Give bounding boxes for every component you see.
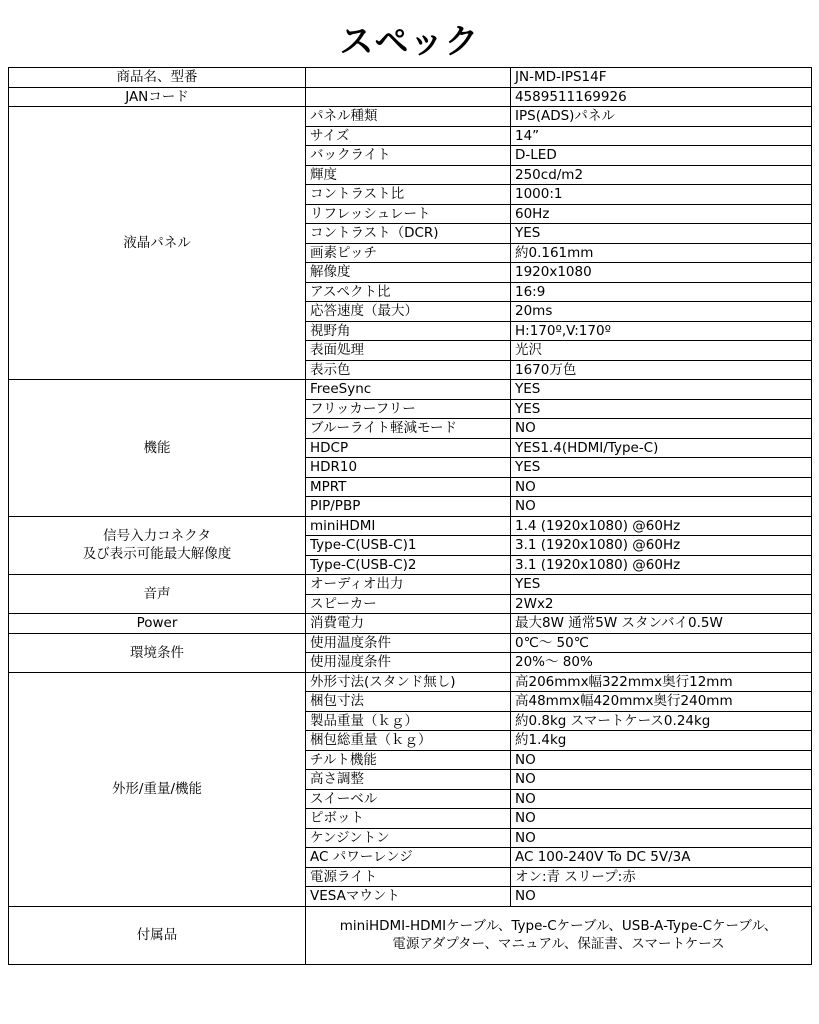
item-cell [306, 68, 511, 88]
category-cell: 液晶パネル [9, 107, 306, 380]
value-cell: YES [511, 380, 812, 400]
item-cell: 表面処理 [306, 341, 511, 361]
value-cell: NO [511, 419, 812, 439]
value-cell: 16:9 [511, 282, 812, 302]
item-cell: 外形寸法(スタンド無し) [306, 672, 511, 692]
item-cell: Type-C(USB-C)2 [306, 555, 511, 575]
category-cell: JANコード [9, 87, 306, 107]
item-cell: コントラスト比 [306, 185, 511, 205]
value-cell: H:170º,V:170º [511, 321, 812, 341]
item-cell: スイーベル [306, 789, 511, 809]
value-cell: オン:青 スリープ:赤 [511, 867, 812, 887]
item-cell: コントラスト（DCR) [306, 224, 511, 244]
value-cell: 4589511169926 [511, 87, 812, 107]
item-cell: リフレッシュレート [306, 204, 511, 224]
table-row [9, 87, 812, 107]
value-cell: 最大8W 通常5W スタンバイ0.5W [511, 614, 812, 634]
spec-table-body [9, 68, 812, 965]
table-row [9, 380, 812, 400]
value-cell: 1920x1080 [511, 263, 812, 283]
category-cell: 環境条件 [9, 633, 306, 672]
item-cell: サイズ [306, 126, 511, 146]
item-cell: 梱包寸法 [306, 692, 511, 712]
value-cell: NO [511, 750, 812, 770]
value-cell: NO [511, 789, 812, 809]
value-cell: 高48mmx幅420mmx奥行240mm [511, 692, 812, 712]
value-cell: 3.1 (1920x1080) @60Hz [511, 555, 812, 575]
table-row [9, 516, 812, 536]
value-cell: NO [511, 887, 812, 907]
value-cell: NO [511, 828, 812, 848]
item-cell: 画素ピッチ [306, 243, 511, 263]
category-cell: Power [9, 614, 306, 634]
item-cell: スピーカー [306, 594, 511, 614]
value-cell: 1670万色 [511, 360, 812, 380]
category-cell: 付属品 [9, 906, 306, 964]
category-cell: 音声 [9, 575, 306, 614]
value-cell: 約1.4kg [511, 731, 812, 751]
item-cell: アスペクト比 [306, 282, 511, 302]
value-cell: 光沢 [511, 341, 812, 361]
value-cell: 20%～ 80% [511, 653, 812, 673]
item-cell: AC パワーレンジ [306, 848, 511, 868]
item-cell: 表示色 [306, 360, 511, 380]
item-cell: 応答速度（最大） [306, 302, 511, 322]
item-cell: パネル種類 [306, 107, 511, 127]
item-cell: オーディオ出力 [306, 575, 511, 595]
value-cell: YES [511, 399, 812, 419]
item-cell: HDCP [306, 438, 511, 458]
table-row [9, 575, 812, 595]
category-cell: 外形/重量/機能 [9, 672, 306, 906]
value-cell: 3.1 (1920x1080) @60Hz [511, 536, 812, 556]
table-row [9, 107, 812, 127]
accessories-row [9, 906, 812, 964]
item-cell: FreeSync [306, 380, 511, 400]
item-cell: 視野角 [306, 321, 511, 341]
page-title: スペック [339, 22, 480, 62]
item-cell: HDR10 [306, 458, 511, 478]
item-cell: Type-C(USB-C)1 [306, 536, 511, 556]
value-cell: 2Wx2 [511, 594, 812, 614]
item-cell: 輝度 [306, 165, 511, 185]
table-row [9, 633, 812, 653]
accessories-cell: miniHDMI-HDMIケーブル、Type-Cケーブル、USB-A-Type-Cケーブル、 電源アダプター、マニュアル、保証書、スマートケース [306, 906, 812, 964]
item-cell: ピボット [306, 809, 511, 829]
value-cell: 20ms [511, 302, 812, 322]
table-row [9, 672, 812, 692]
value-cell: 高206mmx幅322mmx奥行12mm [511, 672, 812, 692]
value-cell: 0℃～ 50℃ [511, 633, 812, 653]
value-cell: 約0.161mm [511, 243, 812, 263]
item-cell: バックライト [306, 146, 511, 166]
value-cell: D-LED [511, 146, 812, 166]
value-cell: NO [511, 809, 812, 829]
category-cell: 信号入力コネクタ 及び表示可能最大解像度 [9, 516, 306, 575]
value-cell: YES [511, 224, 812, 244]
item-cell: 消費電力 [306, 614, 511, 634]
value-cell: 1.4 (1920x1080) @60Hz [511, 516, 812, 536]
item-cell: 製品重量（ｋｇ） [306, 711, 511, 731]
value-cell: JN-MD-IPS14F [511, 68, 812, 88]
value-cell: YES [511, 458, 812, 478]
item-cell: 使用温度条件 [306, 633, 511, 653]
item-cell: 高さ調整 [306, 770, 511, 790]
item-cell: ケンジントン [306, 828, 511, 848]
category-cell: 商品名、型番 [9, 68, 306, 88]
item-cell: 梱包総重量（ｋｇ） [306, 731, 511, 751]
item-cell: VESAマウント [306, 887, 511, 907]
table-row [9, 614, 812, 634]
item-cell: PIP/PBP [306, 497, 511, 517]
value-cell: AC 100-240V To DC 5V/3A [511, 848, 812, 868]
value-cell: 60Hz [511, 204, 812, 224]
value-cell: 約0.8kg スマートケース0.24kg [511, 711, 812, 731]
item-cell: miniHDMI [306, 516, 511, 536]
value-cell: 250cd/m2 [511, 165, 812, 185]
item-cell: チルト機能 [306, 750, 511, 770]
value-cell: NO [511, 497, 812, 517]
item-cell: 使用湿度条件 [306, 653, 511, 673]
value-cell: YES [511, 575, 812, 595]
value-cell: 14” [511, 126, 812, 146]
item-cell: フリッカーフリー [306, 399, 511, 419]
spec-table [8, 67, 812, 965]
value-cell: IPS(ADS)パネル [511, 107, 812, 127]
item-cell: MPRT [306, 477, 511, 497]
item-cell: ブルーライト軽減モード [306, 419, 511, 439]
table-row [9, 68, 812, 88]
value-cell: NO [511, 770, 812, 790]
item-cell [306, 87, 511, 107]
value-cell: YES1.4(HDMI/Type-C) [511, 438, 812, 458]
category-cell: 機能 [9, 380, 306, 517]
item-cell: 電源ライト [306, 867, 511, 887]
item-cell: 解像度 [306, 263, 511, 283]
value-cell: 1000:1 [511, 185, 812, 205]
value-cell: NO [511, 477, 812, 497]
